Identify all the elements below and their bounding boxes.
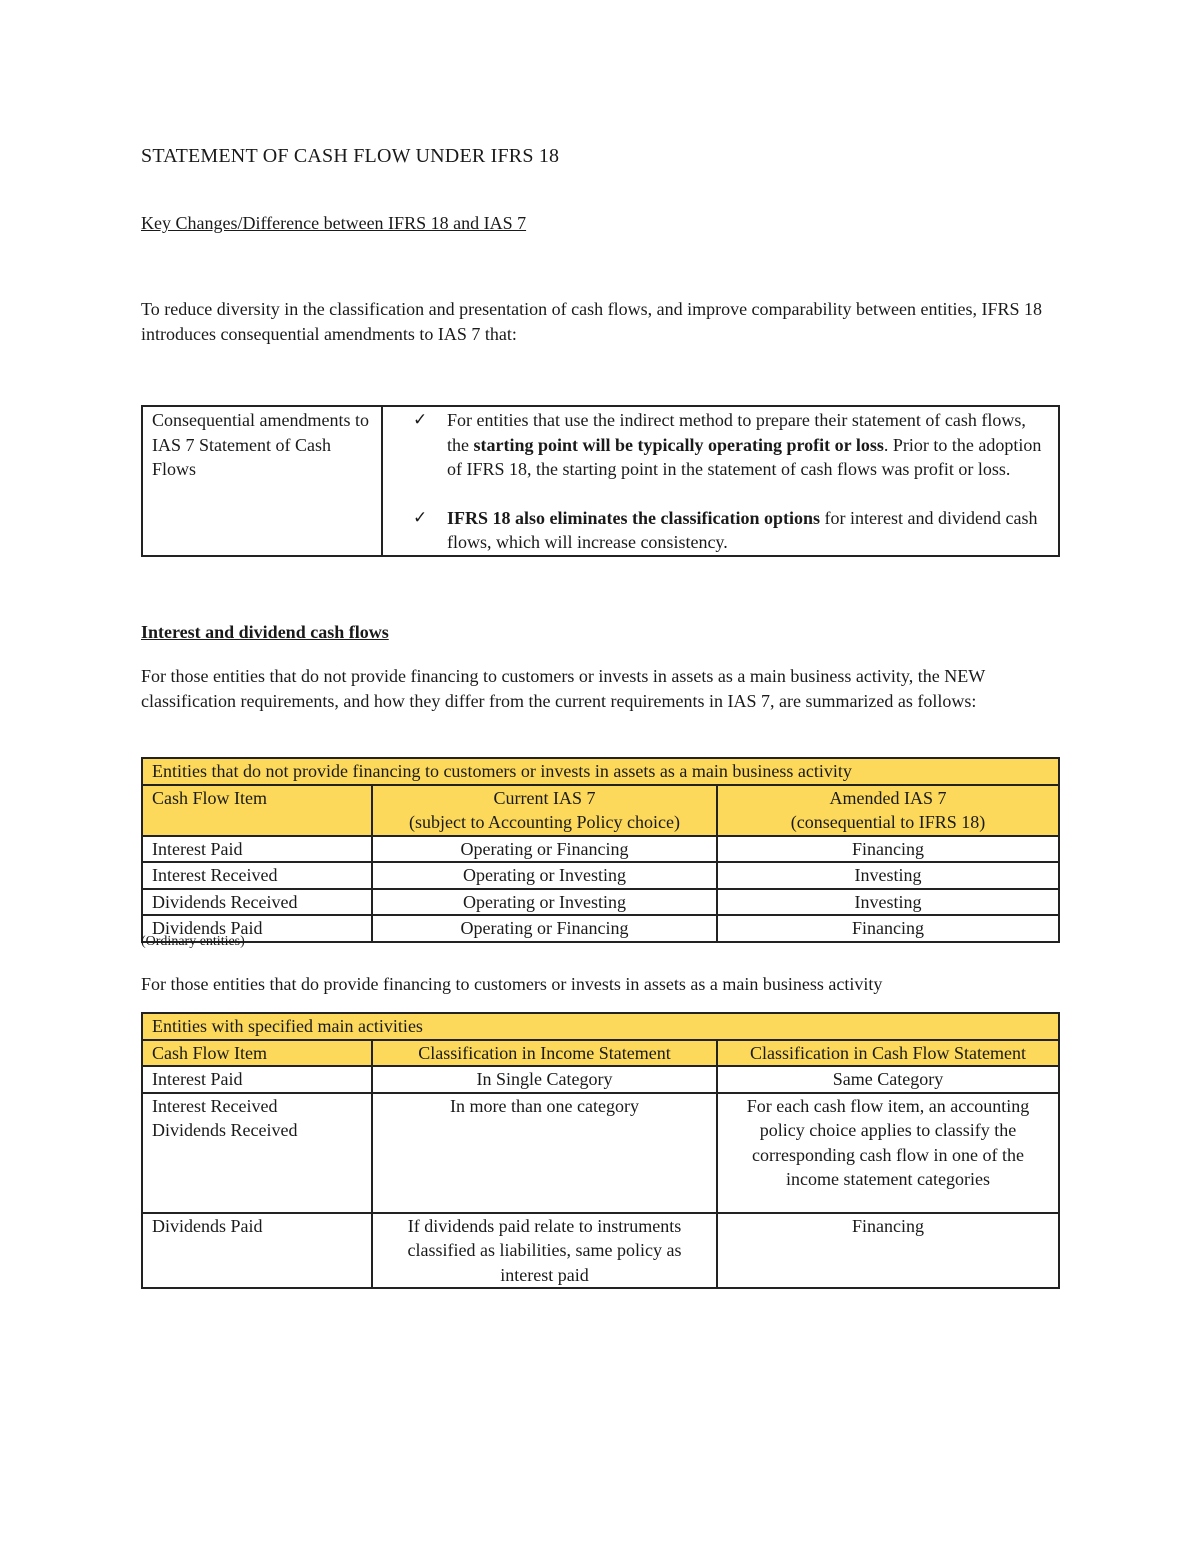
column-header: Cash Flow Item [142,785,372,836]
cell-item: Interest Received [142,862,372,889]
amendment-bold-text: IFRS 18 also eliminates the classification options [447,507,821,528]
amendments-table [141,405,1060,557]
cell-income: If dividends paid relate to instruments classified as liabilities, same policy as interest paid [372,1213,717,1289]
amendment-text [447,408,1044,482]
amendment-item [413,506,1044,555]
table-caption: Entities that do not provide financing to customers or invests in assets as a main business activity [142,758,1059,785]
column-header-line: Current IAS 7 [493,787,596,808]
cell-amended: Financing [717,836,1059,863]
specified-entities-table [141,1012,1060,1289]
amendments-label: Consequential amendments to IAS 7 Statement of Cash Flows [142,406,382,556]
cell-item: Dividends Paid [142,1213,372,1289]
cell-current: Operating or Financing [372,836,717,863]
cell-item: Dividends Paid [142,915,372,942]
cell-current: Operating or Financing [372,915,717,942]
column-header [717,785,1059,836]
table-header-row [142,1040,1059,1067]
cell-amended: Investing [717,862,1059,889]
ordinary-entities-table [141,757,1060,943]
intro-paragraph: To reduce diversity in the classification and presentation of cash flows, and improve comparability between entities, IFRS 18 introduces consequential amendments to IAS 7 that: [141,299,1043,344]
table-row [142,889,1059,916]
cell-amended: Investing [717,889,1059,916]
table-row [142,862,1059,889]
cell-item-line: Interest Received [152,1095,278,1116]
cell-item-line: Dividends Received [152,1120,298,1140]
column-header-line: (subject to Accounting Policy choice) [409,812,680,832]
cell-item: Interest Paid [142,836,372,863]
page-title: STATEMENT OF CASH FLOW UNDER IFRS 18 [141,145,560,167]
cell-cashflow: For each cash flow item, an accounting policy choice applies to classify the corresponding cash flow in one of the income statement categories [717,1093,1059,1213]
subtitle: Key Changes/Difference between IFRS 18 and IAS 7 [141,213,527,233]
check-icon: ✓ [413,410,428,430]
amendment-text [447,506,1044,555]
table-row [142,836,1059,863]
table-row [142,1066,1059,1093]
cell-item [142,1093,372,1213]
column-header-line: Amended IAS 7 [829,787,947,808]
cell-current: Operating or Investing [372,862,717,889]
column-header: Classification in Cash Flow Statement [717,1040,1059,1067]
table-caption: Entities with specified main activities [142,1013,1059,1040]
amendment-text-part: For entities that use the indirect method to prepare their statement of cash flows, the [447,410,1026,455]
cell-amended: Financing [717,915,1059,942]
amendment-text-part: . Prior to the adoption of IFRS 18, the starting point in the statement of cash flows was profit or loss. [447,434,1042,479]
table-caption-row [142,1013,1059,1040]
check-icon: ✓ [413,507,428,528]
amendments-row [142,406,1059,556]
table-note: (Ordinary entities) [141,934,245,949]
cell-cashflow: Same Category [717,1066,1059,1093]
section-paragraph: For those entities that do not provide financing to customers or invests in assets as a main business activity, the NEW classification requirements, and how they differ from the current requirements in IAS 7, are summarized as follows: [141,666,985,711]
cell-income: In Single Category [372,1066,717,1093]
amendment-item [413,408,1044,482]
table-caption-row [142,758,1059,785]
cell-income: In more than one category [372,1093,717,1213]
column-header: Classification in Income Statement [372,1040,717,1067]
column-header [372,785,717,836]
table-row [142,1213,1059,1289]
column-header: Cash Flow Item [142,1040,372,1067]
table-header-row [142,785,1059,836]
amendments-list [382,406,1059,556]
cell-current: Operating or Investing [372,889,717,916]
table-row [142,1093,1059,1213]
cell-item: Dividends Received [142,889,372,916]
cell-item: Interest Paid [142,1066,372,1093]
table-row [142,915,1059,942]
section-paragraph: For those entities that do provide financing to customers or invests in assets as a main business activity [141,974,883,994]
amendment-bold-text: starting point will be typically operating profit or loss [473,434,884,455]
cell-cashflow: Financing [717,1213,1059,1289]
amendment-text-part: for interest and dividend cash flows, which will increase consistency. [447,507,1038,552]
column-header-line: (consequential to IFRS 18) [790,812,986,832]
section-heading: Interest and dividend cash flows [141,622,389,642]
